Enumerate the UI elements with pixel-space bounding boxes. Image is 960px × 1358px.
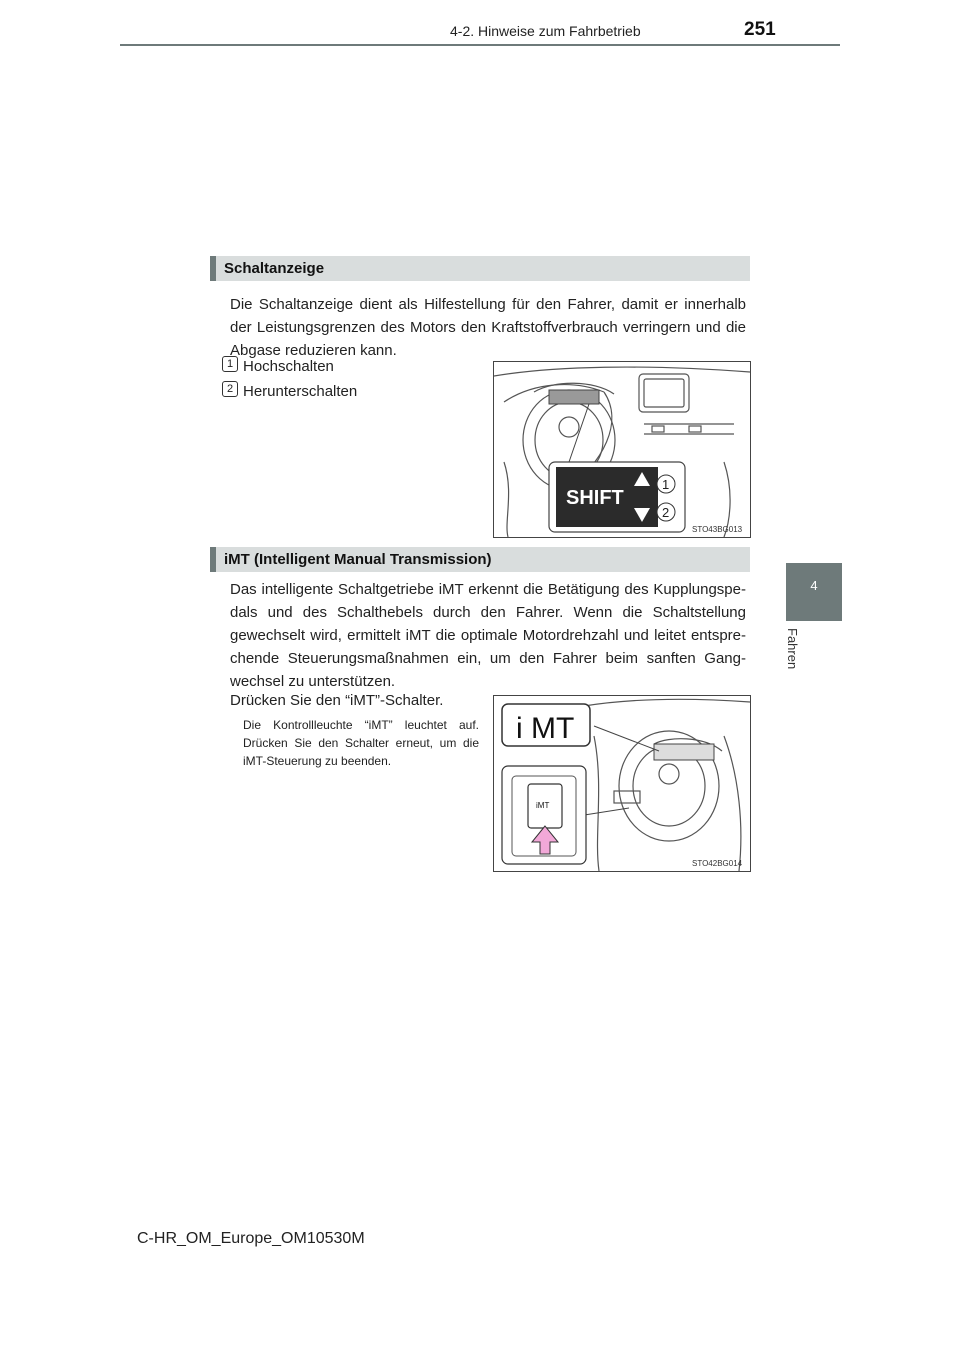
page-number: 251: [744, 19, 776, 40]
item-label-hochschalten: Hochschalten: [243, 358, 334, 375]
item-number-1: 1: [222, 356, 238, 372]
item-label-herunterschalten: Herunterschalten: [243, 383, 358, 400]
item-number-2: 2: [222, 381, 238, 397]
section-title-imt: iMT (Intelligent Manual Transmission): [224, 551, 492, 568]
imt-illustration: [494, 696, 750, 871]
chapter-label: Fahren: [785, 628, 800, 670]
shift-indicator-figure: [493, 361, 751, 538]
shift-label: SHIFT: [566, 487, 624, 509]
imt-note: Die Kontrollleuchte “iMT” leuchtet auf. Drücken Sie den Schalter erneut, um die iMT-Steuerung zu beenden.: [243, 718, 479, 768]
figure-code: STO42BG014: [692, 859, 743, 868]
footer-document-id: C-HR_OM_Europe_OM10530M: [137, 1230, 365, 1247]
schaltanzeige-description: Die Schaltanzeige dient als Hilfestellung für den Fahrer, damit er innerhalb der Leistungsgrenzen des Motors den Kraftstoffverbrauch verringern und die Abgase reduzieren kann.: [230, 296, 746, 359]
imt-indicator-text: i MT: [516, 712, 575, 745]
callout-2: 2: [662, 505, 670, 520]
dashboard-illustration: [494, 362, 750, 537]
imt-instruction: Drücken Sie den “iMT”-Schalter.: [230, 692, 444, 709]
imt-description: Das intelligente Schaltgetriebe iMT erkennt die Betätigung des Kupplungspe- dals und des Schalthebels durch den Fahrer. Wenn die Schaltstellung gewechselt wird, ermittelt iMT die optimale Motordrehzahl und leitet entspre- chende Steuerungsmaßnahmen ein, um den Fahrer beim sanften Gang- wechsel zu unterstützen.: [230, 581, 746, 690]
imt-switch-figure: [493, 695, 751, 872]
figure-code: STO43BG013: [692, 525, 743, 534]
chapter-number: 4: [810, 578, 818, 593]
section-header: 4-2. Hinweise zum Fahrbetrieb: [450, 23, 641, 39]
section-title-schaltanzeige: Schaltanzeige: [224, 260, 325, 277]
imt-button-label: iMT: [536, 801, 550, 810]
header-rule: [120, 44, 840, 46]
callout-1: 1: [662, 477, 670, 492]
